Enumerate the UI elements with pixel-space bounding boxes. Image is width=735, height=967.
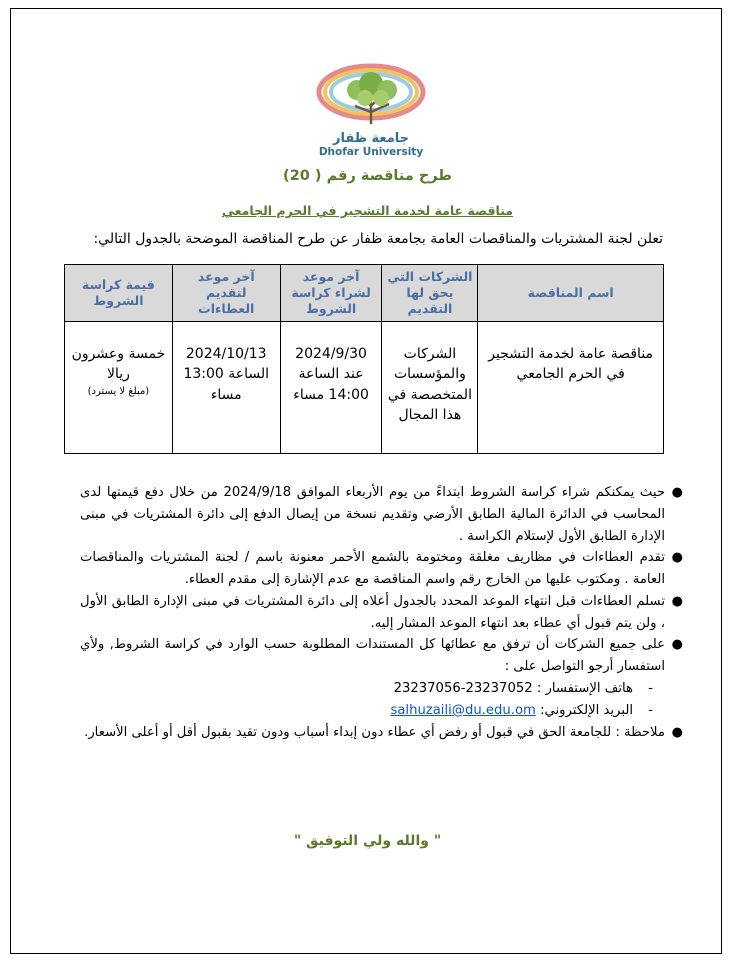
tender-title: طرح مناقصة رقم ( 20): [283, 168, 452, 184]
email-line: - البريد الإلكتروني: salhuzaili@du.edu.om: [390, 702, 653, 718]
logo-arabic-text: جامعة ظفار: [332, 131, 410, 146]
list-item: ● ملاحظة : للجامعة الحق في قبول أو رفض أي عطاء دون إبداء أسباب ودون تقيد بقبول أقل أو أعلى الأسعار.: [84, 724, 683, 740]
cell-purchase-deadline: 2024/9/30 عند الساعة 14:00 مساء: [280, 322, 382, 454]
phone-line: - هاتف الإستفسار : 23237052-23237056: [393, 681, 653, 697]
table-row: [65, 322, 664, 454]
cell-submission-deadline: 2024/10/13 الساعة 13:00 مساء: [172, 322, 280, 454]
logo-english-text: Dhofar University: [318, 146, 424, 158]
price-note: (مبلغ لا يسترد): [87, 385, 150, 397]
cell-price: [65, 322, 173, 454]
tree-logo-icon: [305, 62, 435, 158]
list-item: ● تقدم العطاءات في مظاريف مغلقة ومختومة بالشمع الأحمر معنونة باسم / لجنة المشتريات والمناقصات العامة . ومكتوب عليها من الخارج رقم واسم المناقصة مع عدم الإشارة إلى مقدم العطاء.: [80, 550, 683, 588]
phone-label: هاتف الإستفسار :: [536, 681, 633, 697]
header-submission-deadline: آخر موعد لتقديم العطاءات: [172, 265, 280, 322]
cell-tender-name: مناقصة عامة لخدمة التشجير في الحرم الجامعي: [478, 322, 664, 454]
header-tender-name: اسم المناقصة: [478, 265, 664, 322]
header-price: قيمة كراسة الشروط: [65, 265, 173, 322]
phone-number: 23237052-23237056: [393, 681, 533, 697]
price-value: خمسة وعشرون ريالا: [71, 346, 166, 383]
list-item: ● حيث يمكنكم شراء كراسة الشروط ابتداءً من يوم الأربعاء الموافق 2024/9/18 من خلال دفع قيمتها لدى المحاسب في الدائرة المالية الطابق الأرضي وتقديم نسخة من إيصال الدفع إلى دائرة المشتريات في مبنى الإدارة الطابق الأول لإستلام الكراسة .: [80, 485, 683, 544]
email-link[interactable]: salhuzaili@du.edu.om: [390, 702, 536, 718]
cell-eligible: الشركات والمؤسسات المتخصصة في هذا المجال: [382, 322, 478, 454]
email-label: البريد الإلكتروني:: [540, 702, 633, 718]
conditions-list: [0, 482, 735, 743]
list-item: ● على جميع الشركات أن ترفق مع عطائها كل المستندات المطلوبة حسب الوارد في كراسة الشروط, ولأي استفسار أرجو التواصل على :: [80, 637, 683, 675]
table-header-row: [65, 265, 664, 322]
header-eligible: الشركات التي يحق لها التقديم: [382, 265, 478, 322]
list-item: ● تسلم العطاءات قبل انتهاء الموعد المحدد بالجدول أعلاه إلى دائرة المشتريات في مبنى الإدارة الطابق الأول ، ولن يتم قبول أي عطاء بعد انتهاء الموعد المشار إليه.: [80, 593, 683, 631]
header-purchase-deadline: آخر موعد لشراء كراسة الشروط: [280, 265, 382, 322]
closing-text: " والله ولي التوفيق ": [293, 833, 442, 849]
tender-subtitle: مناقصة عامة لخدمة التشجير في الحرم الجامعي: [221, 203, 514, 218]
tender-table: [64, 264, 664, 454]
intro-text: تعلن لجنة المشتريات والمناقصات العامة بجامعة ظفار عن طرح المناقصة الموضحة بالجدول التالي:: [93, 231, 663, 247]
university-logo: [305, 62, 435, 158]
